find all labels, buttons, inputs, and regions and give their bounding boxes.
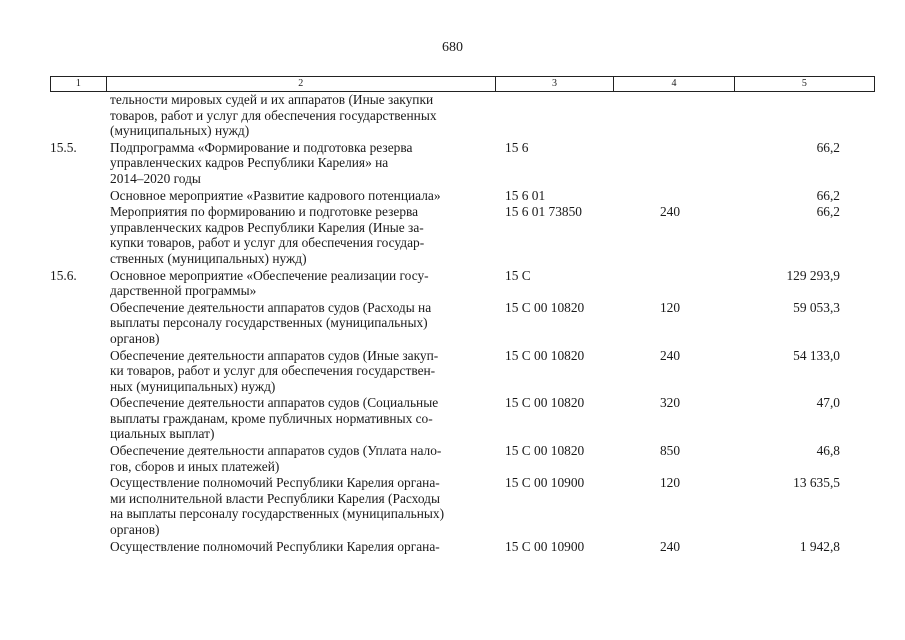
amount: 66,2 xyxy=(816,187,840,203)
description-line: на выплаты персоналу государственных (муниципальных) xyxy=(110,506,445,522)
expense-type-code xyxy=(620,188,720,204)
amount: 129 293,9 xyxy=(786,267,840,283)
amount: 13 635,5 xyxy=(793,475,840,491)
row-description xyxy=(110,188,502,204)
row-number xyxy=(50,204,110,266)
amount: 66,2 xyxy=(816,139,840,155)
row-number xyxy=(50,475,110,537)
row-number xyxy=(50,92,110,139)
row-description xyxy=(110,395,502,442)
table-row xyxy=(50,204,873,266)
amount: 46,8 xyxy=(816,443,840,459)
table-row xyxy=(50,395,873,442)
expense-type-code: 120 xyxy=(659,299,681,315)
expense-type-code xyxy=(620,92,720,139)
table-row xyxy=(50,268,873,299)
expense-type-code: 240 xyxy=(659,347,681,363)
target-article-code: 15 С 00 10820 xyxy=(505,299,585,315)
column-header-1: 1 xyxy=(51,77,107,91)
row-description xyxy=(110,140,502,187)
table-row xyxy=(50,539,873,555)
description-line: ных (муниципальных) нужд) xyxy=(110,378,276,394)
target-article-code: 15 6 01 xyxy=(505,187,546,203)
description-line: ственных (муниципальных) нужд) xyxy=(110,250,307,266)
amount xyxy=(720,92,840,139)
description-line: циальных выплат) xyxy=(110,426,215,442)
expense-type-code xyxy=(620,268,720,299)
description-line: ки товаров, работ и услуг для обеспечения государствен- xyxy=(110,363,436,379)
row-description xyxy=(110,204,502,266)
description-line: гов, сборов и иных платежей) xyxy=(110,458,280,474)
row-description xyxy=(110,539,502,555)
table-row xyxy=(50,188,873,204)
description-line: органов) xyxy=(110,522,160,538)
table-row xyxy=(50,300,873,347)
amount: 66,2 xyxy=(816,204,840,220)
description-line: Подпрограмма «Формирование и подготовка резерва xyxy=(110,139,413,155)
target-article-code: 15 С 00 10820 xyxy=(505,347,585,363)
table-row xyxy=(50,475,873,537)
description-line: (муниципальных) нужд) xyxy=(110,123,250,139)
row-description xyxy=(110,268,502,299)
description-line: Обеспечение деятельности аппаратов судов (Расходы на xyxy=(110,299,432,315)
column-header-3: 3 xyxy=(496,77,614,91)
row-description xyxy=(110,475,502,537)
row-number: 15.5. xyxy=(50,139,77,155)
table-row xyxy=(50,92,873,139)
column-header-5: 5 xyxy=(801,78,807,89)
row-description xyxy=(110,92,502,139)
row-description xyxy=(110,348,502,395)
target-article-code: 15 С 00 10820 xyxy=(505,395,585,411)
description-line: Основное мероприятие «Развитие кадрового потенциала» xyxy=(110,187,441,203)
description-line: Основное мероприятие «Обеспечение реализации госу- xyxy=(110,267,429,283)
page-number: 680 xyxy=(442,40,463,55)
expense-type-code: 240 xyxy=(659,538,681,554)
column-number-header xyxy=(50,76,875,92)
expense-type-code: 240 xyxy=(659,204,681,220)
description-line: Осуществление полномочий Республики Карелия органа- xyxy=(110,538,440,554)
target-article-code: 15 С xyxy=(505,267,531,283)
row-description xyxy=(110,300,502,347)
description-line: Мероприятия по формированию и подготовке резерва xyxy=(110,204,419,220)
description-line: товаров, работ и услуг для обеспечения государственных xyxy=(110,107,437,123)
target-article-code: 15 С 00 10900 xyxy=(505,475,585,491)
description-line: органов) xyxy=(110,330,160,346)
amount: 59 053,3 xyxy=(793,299,840,315)
column-header-2: 2 xyxy=(107,77,496,91)
expense-type-code xyxy=(620,140,720,187)
description-line: тельности мировых судей и их аппаратов (Иные закупки xyxy=(110,92,434,107)
target-article-code xyxy=(502,92,620,139)
target-article-code: 15 6 xyxy=(505,139,529,155)
column-header-4: 4 xyxy=(614,77,734,91)
description-line: 2014–2020 годы xyxy=(110,170,201,186)
row-number xyxy=(50,443,110,474)
row-number xyxy=(50,539,110,555)
target-article-code: 15 С 00 10820 xyxy=(505,443,585,459)
target-article-code: 15 С 00 10900 xyxy=(505,538,585,554)
description-line: Обеспечение деятельности аппаратов судов (Социальные xyxy=(110,395,439,411)
expense-type-code: 320 xyxy=(659,395,681,411)
amount: 54 133,0 xyxy=(793,347,840,363)
description-line: Обеспечение деятельности аппаратов судов (Иные закуп- xyxy=(110,347,439,363)
description-line: управленческих кадров Республики Карелия» на xyxy=(110,155,389,171)
description-line: купки товаров, работ и услуг для обеспечения государ- xyxy=(110,235,425,251)
table-row xyxy=(50,443,873,474)
row-number: 15.6. xyxy=(50,267,77,283)
description-line: выплаты персоналу государственных (муниципальных) xyxy=(110,315,428,331)
budget-table xyxy=(50,92,873,555)
expense-type-code: 120 xyxy=(659,475,681,491)
description-line: выплаты гражданам, кроме публичных нормативных со- xyxy=(110,410,433,426)
row-number xyxy=(50,348,110,395)
row-number xyxy=(50,395,110,442)
table-row xyxy=(50,140,873,187)
row-number xyxy=(50,188,110,204)
target-article-code: 15 6 01 73850 xyxy=(505,204,582,220)
description-line: Обеспечение деятельности аппаратов судов (Уплата нало- xyxy=(110,443,442,459)
row-description xyxy=(110,443,502,474)
description-line: управленческих кадров Республики Карелия (Иные за- xyxy=(110,219,424,235)
amount: 1 942,8 xyxy=(799,538,840,554)
description-line: дарственной программы» xyxy=(110,283,257,299)
table-row xyxy=(50,348,873,395)
expense-type-code: 850 xyxy=(659,443,681,459)
amount: 47,0 xyxy=(816,395,840,411)
description-line: ми исполнительной власти Республики Карелия (Расходы xyxy=(110,490,440,506)
description-line: Осуществление полномочий Республики Карелия органа- xyxy=(110,475,440,491)
row-number xyxy=(50,300,110,347)
